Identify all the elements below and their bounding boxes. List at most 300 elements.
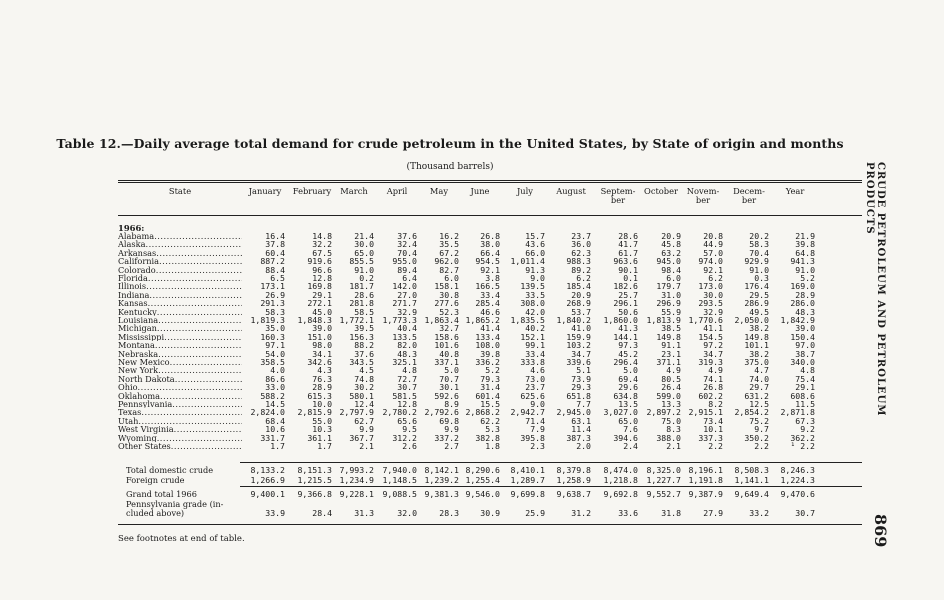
table-cell: 2.1 <box>359 441 374 451</box>
header-month: July <box>516 186 533 196</box>
table-cell: 38.2 <box>749 348 769 359</box>
table-cell: 2,780.2 <box>382 407 417 418</box>
header-month: May <box>429 186 449 196</box>
table-cell: 65.6 <box>397 415 417 426</box>
table-cell: 2,792.6 <box>424 407 459 418</box>
table-cell: 634.8 <box>613 390 638 401</box>
table-cell: 74.0 <box>749 373 769 384</box>
page-number: 869 <box>871 514 890 548</box>
table-cell: 395.8 <box>520 432 545 443</box>
rule-above-grand-total <box>240 486 862 487</box>
table-cell: 67.5 <box>312 247 332 258</box>
table-cell: 73.9 <box>571 373 591 384</box>
table-cell: 30.1 <box>439 382 459 393</box>
table-cell: 23.7 <box>571 231 591 241</box>
table-cell: 2.7 <box>444 441 459 451</box>
table-cell: 319.3 <box>698 357 723 367</box>
table-cell: 12.8 <box>312 273 332 283</box>
summary-cell: 9,381.3 <box>424 489 459 499</box>
state-name: Other States ..... <box>118 442 242 450</box>
table-cell: 5.2 <box>800 273 815 283</box>
summary-cell: 9,470.6 <box>780 489 815 499</box>
table-cell: 63.1 <box>571 415 591 426</box>
table-cell: 5.1 <box>576 365 591 376</box>
table-cell: 20.8 <box>703 231 723 241</box>
table-cell: 308.0 <box>520 298 545 309</box>
table-cell: 139.5 <box>520 281 545 292</box>
header-month: April <box>386 186 408 196</box>
header-month: Novem- ber <box>686 186 720 205</box>
state-name: Kansas ..... <box>118 299 242 307</box>
table-cell: 29.5 <box>749 289 769 300</box>
table-cell: 16.4 <box>265 231 285 241</box>
table-cell: 39.0 <box>795 323 815 334</box>
table-cell: 66.4 <box>480 247 500 258</box>
table-cell: 76.3 <box>312 373 332 384</box>
table-cell: 350.2 <box>744 432 769 443</box>
summary-cell: 25.9 <box>525 508 545 518</box>
table-cell: 88.2 <box>354 340 374 351</box>
table-cell: 35.0 <box>265 323 285 334</box>
table-cell: 166.5 <box>475 281 500 292</box>
table-cell: 185.4 <box>566 281 591 292</box>
table-cell: 3.8 <box>485 273 500 283</box>
table-cell: 159.9 <box>566 331 591 342</box>
summary-cell: 9,546.0 <box>465 489 500 499</box>
table-cell: 1.8 <box>485 441 500 451</box>
table-cell: 2,897.2 <box>646 407 681 418</box>
top-rule-inner <box>118 182 862 183</box>
table-cell: 57.0 <box>703 247 723 258</box>
table-cell: 133.4 <box>475 331 500 342</box>
header-state: State <box>168 186 192 196</box>
table-cell: 69.8 <box>439 415 459 426</box>
summary-cell: 8,379.8 <box>556 465 591 475</box>
table-cell: 8.2 <box>708 399 723 409</box>
table-cell: 337.3 <box>698 432 723 443</box>
table-cell: 30.8 <box>439 289 459 300</box>
table-cell: 12.8 <box>397 399 417 409</box>
table-cell: 608.6 <box>790 390 815 401</box>
summary-cell: 1,289.7 <box>510 475 545 485</box>
table-cell: 52.3 <box>439 306 459 317</box>
table-cell: 41.4 <box>480 323 500 334</box>
table-cell: 156.3 <box>349 331 374 342</box>
table-cell: 26.4 <box>661 382 681 393</box>
table-cell: 65.0 <box>354 247 374 258</box>
table-cell: 70.4 <box>397 247 417 258</box>
table-cell: 89.2 <box>571 264 591 275</box>
year-label: 1966: <box>118 223 145 233</box>
table-cell: 37.6 <box>354 348 374 359</box>
summary-cell: 33.2 <box>749 508 769 518</box>
table-cell: 70.4 <box>749 247 769 258</box>
summary-cell: 7,993.2 <box>339 465 374 475</box>
table-cell: 79.3 <box>480 373 500 384</box>
summary-cell: 31.3 <box>354 508 374 518</box>
summary-cell: 1,227.7 <box>646 475 681 485</box>
table-cell: 13.5 <box>618 399 638 409</box>
table-cell: 29.1 <box>795 382 815 393</box>
table-cell: 388.0 <box>656 432 681 443</box>
table-cell: 988.3 <box>566 256 591 267</box>
table-cell: 40.4 <box>397 323 417 334</box>
state-name: Alabama ..... <box>118 232 242 240</box>
table-cell: 63.2 <box>661 247 681 258</box>
table-cell: 5.2 <box>485 365 500 376</box>
table-cell: 66.0 <box>525 247 545 258</box>
table-cell: 367.7 <box>349 432 374 443</box>
table-cell: 173.1 <box>260 281 285 292</box>
table-cell: 3,027.0 <box>603 407 638 418</box>
table-cell: 285.4 <box>475 298 500 309</box>
table-cell: 919.6 <box>307 256 332 267</box>
table-cell: 41.0 <box>571 323 591 334</box>
table-cell: 337.1 <box>434 357 459 367</box>
table-cell: 33.5 <box>525 289 545 300</box>
table-cell: 15.5 <box>480 399 500 409</box>
summary-cell: 1,234.9 <box>339 475 374 485</box>
summary-cell: 27.9 <box>703 508 723 518</box>
table-cell: 7.7 <box>576 399 591 409</box>
table-cell: 89.4 <box>397 264 417 275</box>
table-cell: 336.2 <box>475 357 500 367</box>
table-cell: 855.5 <box>349 256 374 267</box>
summary-cell: 1,224.3 <box>780 475 815 485</box>
footnote: See footnotes at end of table. <box>118 534 245 544</box>
table-cell: 371.1 <box>656 357 681 367</box>
header-month: February <box>292 186 332 196</box>
table-cell: 62.2 <box>480 415 500 426</box>
state-name: Alaska ..... <box>118 240 242 248</box>
table-cell: 1.7 <box>317 441 332 451</box>
state-name: Colorado ..... <box>118 266 242 274</box>
table-cell: 6.0 <box>666 273 681 283</box>
table-cell: 71.4 <box>525 415 545 426</box>
table-cell: 1,773.3 <box>382 315 417 325</box>
table-cell: 103.2 <box>566 340 591 351</box>
table-cell: 339.6 <box>566 357 591 367</box>
table-cell: 0.2 <box>359 273 374 283</box>
header-month: October <box>644 186 678 196</box>
table-cell: 149.8 <box>744 331 769 342</box>
state-name: West Virginia ..... <box>118 425 242 433</box>
table-cell: 91.1 <box>661 340 681 351</box>
table-cell: 91.0 <box>795 264 815 275</box>
summary-cell: 1,255.4 <box>465 475 500 485</box>
table-cell: 39.5 <box>354 323 374 334</box>
table-cell: 1,835.5 <box>510 315 545 325</box>
table-cell: 1,770.6 <box>688 315 723 325</box>
table-cell: 101.1 <box>744 340 769 351</box>
table-cell: 42.0 <box>525 306 545 317</box>
summary-label: Pennsylvania grade (in- cluded above) <box>126 499 224 518</box>
state-name: New Mexico ..... <box>118 358 242 366</box>
table-cell: 2.2 <box>708 441 723 451</box>
table-cell: 1,813.9 <box>646 315 681 325</box>
summary-cell: 1,148.5 <box>382 475 417 485</box>
table-cell: 26.9 <box>265 289 285 300</box>
summary-cell: 9,699.8 <box>510 489 545 499</box>
table-cell: 72.7 <box>397 373 417 384</box>
table-cell: 1.7 <box>270 441 285 451</box>
table-cell: 0.1 <box>623 273 638 283</box>
table-cell: 312.2 <box>392 432 417 443</box>
summary-cell: 1,141.1 <box>734 475 769 485</box>
summary-cell: 30.9 <box>480 508 500 518</box>
table-cell: 55.0 <box>312 415 332 426</box>
table-cell: 67.3 <box>795 415 815 426</box>
table-cell: 28.9 <box>795 289 815 300</box>
table-cell: 272.1 <box>307 298 332 309</box>
table-cell: 1,772.1 <box>339 315 374 325</box>
table-cell: 9.5 <box>402 424 417 435</box>
table-cell: 30.0 <box>354 239 374 250</box>
table-cell: 5.3 <box>485 424 500 435</box>
table-cell: 73.4 <box>703 415 723 426</box>
table-cell: 67.2 <box>439 247 459 258</box>
header-month: Year <box>785 186 805 196</box>
table-cell: 651.8 <box>566 390 591 401</box>
table-cell: 91.0 <box>354 264 374 275</box>
state-name: Utah ..... <box>118 417 242 425</box>
table-cell: 181.7 <box>349 281 374 292</box>
table-cell: 375.0 <box>744 357 769 367</box>
table-cell: 9.0 <box>530 273 545 283</box>
table-subtitle: (Thousand barrels) <box>406 162 494 172</box>
table-cell: 151.0 <box>307 331 332 342</box>
table-cell: 61.7 <box>618 247 638 258</box>
table-cell: 9.7 <box>754 424 769 435</box>
table-cell: 9.9 <box>359 424 374 435</box>
bottom-rule <box>118 524 862 525</box>
table-cell: 154.5 <box>698 331 723 342</box>
table-cell: 20.2 <box>749 231 769 241</box>
table-cell: 80.5 <box>661 373 681 384</box>
table-cell: 2.3 <box>530 441 545 451</box>
table-cell: 9.9 <box>444 424 459 435</box>
table-cell: 286.9 <box>744 298 769 309</box>
table-cell: 58.3 <box>749 239 769 250</box>
table-cell: 30.0 <box>703 289 723 300</box>
table-cell: 974.0 <box>698 256 723 267</box>
summary-cell: 8,410.1 <box>510 465 545 475</box>
table-cell: 149.8 <box>656 331 681 342</box>
table-cell: 34.7 <box>703 348 723 359</box>
table-cell: 2,868.2 <box>465 407 500 418</box>
summary-cell: 8,246.3 <box>780 465 815 475</box>
table-cell: 12.5 <box>749 399 769 409</box>
summary-cell: 8,196.1 <box>688 465 723 475</box>
table-cell: 14.8 <box>312 231 332 241</box>
table-cell: 44.9 <box>703 239 723 250</box>
table-cell: 82.7 <box>439 264 459 275</box>
table-cell: 4.0 <box>270 365 285 376</box>
table-cell: 4.8 <box>800 365 815 376</box>
table-cell: 8.3 <box>666 424 681 435</box>
table-cell: 11.5 <box>795 399 815 409</box>
table-cell: 361.1 <box>307 432 332 443</box>
table-cell: 41.7 <box>618 239 638 250</box>
table-cell: 32.2 <box>312 239 332 250</box>
table-cell: 615.3 <box>307 390 332 401</box>
state-name: Illinois ..... <box>118 282 242 290</box>
summary-cell: 32.0 <box>397 508 417 518</box>
table-cell: 40.2 <box>525 323 545 334</box>
table-cell: 382.8 <box>475 432 500 443</box>
table-cell: 23.1 <box>661 348 681 359</box>
table-cell: 39.8 <box>795 239 815 250</box>
table-cell: 96.6 <box>312 264 332 275</box>
state-name: Wyoming ..... <box>118 434 242 442</box>
table-cell: 98.4 <box>661 264 681 275</box>
table-cell: 173.0 <box>698 281 723 292</box>
summary-cell: 8,290.6 <box>465 465 500 475</box>
table-cell: 160.3 <box>260 331 285 342</box>
table-cell: 1,842.9 <box>780 315 815 325</box>
summary-cell: 8,508.3 <box>734 465 769 475</box>
table-cell: 962.0 <box>434 256 459 267</box>
table-cell: 296.1 <box>613 298 638 309</box>
table-cell: 92.1 <box>480 264 500 275</box>
table-cell: 358.5 <box>260 357 285 367</box>
table-cell: 144.1 <box>613 331 638 342</box>
table-cell: 592.6 <box>434 390 459 401</box>
table-cell: 4.3 <box>317 365 332 376</box>
table-cell: 10.3 <box>312 424 332 435</box>
table-cell: 29.1 <box>312 289 332 300</box>
header-month: June <box>470 186 490 196</box>
table-cell: 6.2 <box>708 273 723 283</box>
table-cell: 16.2 <box>439 231 459 241</box>
table-cell: 169.8 <box>307 281 332 292</box>
summary-cell: 8,151.3 <box>297 465 332 475</box>
table-cell: 62.7 <box>354 415 374 426</box>
table-cell: 50.6 <box>618 306 638 317</box>
table-cell: 20.9 <box>571 289 591 300</box>
table-cell: 581.5 <box>392 390 417 401</box>
summary-cell: 1,239.2 <box>424 475 459 485</box>
table-cell: 277.6 <box>434 298 459 309</box>
table-cell: 55.9 <box>661 306 681 317</box>
summary-cell: 8,325.0 <box>646 465 681 475</box>
table-cell: 601.4 <box>475 390 500 401</box>
summary-cell: 9,387.9 <box>688 489 723 499</box>
table-cell: 69.4 <box>618 373 638 384</box>
table-cell: 133.5 <box>392 331 417 342</box>
table-cell: 21.4 <box>354 231 374 241</box>
table-cell: 26.8 <box>703 382 723 393</box>
state-name: Pennsylvania ..... <box>118 400 242 408</box>
table-cell: 152.1 <box>520 331 545 342</box>
table-cell: 588.2 <box>260 390 285 401</box>
table-cell: 333.8 <box>520 357 545 367</box>
table-cell: 49.5 <box>749 306 769 317</box>
table-cell: 25.7 <box>618 289 638 300</box>
table-cell: 945.0 <box>656 256 681 267</box>
state-name: Texas ..... <box>118 408 242 416</box>
summary-cell: 33.9 <box>265 508 285 518</box>
table-cell: 35.5 <box>439 239 459 250</box>
table-cell: 176.4 <box>744 281 769 292</box>
table-cell: 5.0 <box>623 365 638 376</box>
table-cell: 37.8 <box>265 239 285 250</box>
table-cell: 2,871.8 <box>780 407 815 418</box>
table-cell: 29.3 <box>571 382 591 393</box>
table-cell: 74.8 <box>354 373 374 384</box>
table-cell: 158.1 <box>434 281 459 292</box>
table-cell: 580.1 <box>349 390 374 401</box>
table-cell: 293.5 <box>698 298 723 309</box>
table-row <box>118 442 858 450</box>
rule-above-total <box>240 462 862 463</box>
table-cell: 88.4 <box>265 264 285 275</box>
table-cell: 68.4 <box>265 415 285 426</box>
table-cell: 92.1 <box>703 264 723 275</box>
summary-cell: 9,366.8 <box>297 489 332 499</box>
table-cell: 97.2 <box>703 340 723 351</box>
table-cell: 9.0 <box>530 399 545 409</box>
table-cell: 2,815.9 <box>297 407 332 418</box>
summary-cell: 9,228.1 <box>339 489 374 499</box>
table-cell: 929.9 <box>744 256 769 267</box>
table-cell: 45.2 <box>618 348 638 359</box>
table-cell: 36.0 <box>571 239 591 250</box>
table-cell: 34.1 <box>312 348 332 359</box>
summary-label: Foreign crude <box>126 475 185 485</box>
table-cell: 39.8 <box>480 348 500 359</box>
summary-cell: 9,638.7 <box>556 489 591 499</box>
state-name: Montana ..... <box>118 341 242 349</box>
running-head: CRUDE PETROLEUM AND PETROLEUM PRODUCTS <box>864 162 886 417</box>
table-cell: 74.1 <box>703 373 723 384</box>
table-cell: 325.1 <box>392 357 417 367</box>
table-cell: 28.6 <box>618 231 638 241</box>
table-cell: 340.0 <box>790 357 815 367</box>
table-cell: 169.0 <box>790 281 815 292</box>
table-cell: 46.6 <box>480 306 500 317</box>
table-cell: 28.9 <box>312 382 332 393</box>
summary-cell: 9,088.5 <box>382 489 417 499</box>
table-cell: 625.6 <box>520 390 545 401</box>
table-cell: 268.9 <box>566 298 591 309</box>
table-cell: 158.6 <box>434 331 459 342</box>
table-cell: 2,050.0 <box>734 315 769 325</box>
table-cell: 75.4 <box>795 373 815 384</box>
table-cell: 13.3 <box>661 399 681 409</box>
table-cell: 14.5 <box>265 399 285 409</box>
table-cell: 30.7 <box>397 382 417 393</box>
state-name: Ohio ..... <box>118 383 242 391</box>
table-cell: 2.4 <box>623 441 638 451</box>
table-cell: 2,915.1 <box>688 407 723 418</box>
summary-cell: 7,940.0 <box>382 465 417 475</box>
table-cell: 32.4 <box>397 239 417 250</box>
state-name: Oklahoma ..... <box>118 392 242 400</box>
table-cell: 342.6 <box>307 357 332 367</box>
table-cell: 6.2 <box>576 273 591 283</box>
table-cell: 97.1 <box>265 340 285 351</box>
table-cell: 4.7 <box>754 365 769 376</box>
summary-label: Total domestic crude <box>126 465 214 475</box>
summary-label: Grand total 1966 <box>126 489 197 499</box>
summary-cell: 31.8 <box>661 508 681 518</box>
table-cell: 4.5 <box>359 365 374 376</box>
table-cell: 9.2 <box>800 424 815 435</box>
table-cell: 33.0 <box>265 382 285 393</box>
summary-cell: 1,258.9 <box>556 475 591 485</box>
summary-cell: 8,133.2 <box>250 465 285 475</box>
